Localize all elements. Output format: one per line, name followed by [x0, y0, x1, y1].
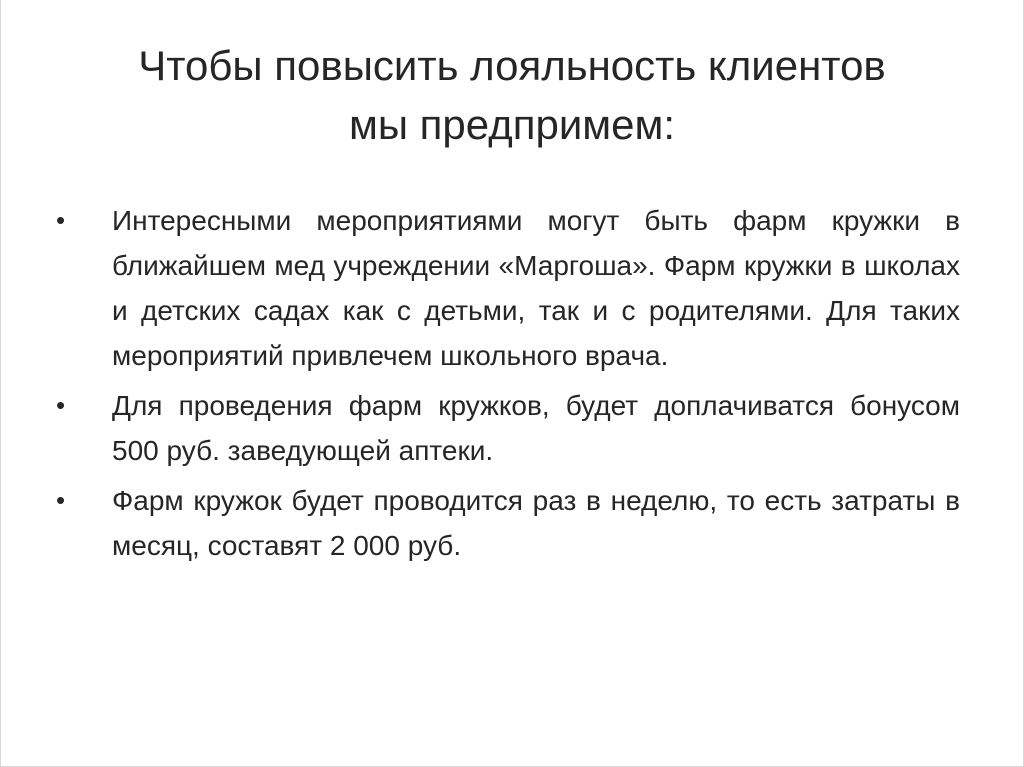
bullet-text: Интересными мероприятиями могут быть фарм кружки в ближайшем мед учреждении «Маргоша». Фарм кружки в школах и детских садах как с детьми, так и с родителями. Для таких мероприятий привлечем школьного врача. — [112, 205, 960, 371]
bullet-item — [56, 198, 960, 378]
bullet-item — [56, 383, 960, 473]
bullet-marker: • — [56, 205, 66, 235]
slide-title — [60, 36, 964, 154]
title-line-2: мы предпримем: — [348, 101, 676, 148]
bullet-text: Фарм кружок будет проводится раз в неделю, то есть затраты в месяц, составят 2 000 руб. — [112, 485, 960, 561]
bullet-text: Для проведения фарм кружков, будет доплачиватся бонусом 500 руб. заведующей аптеки. — [112, 390, 960, 466]
bullet-marker: • — [56, 390, 66, 420]
title-line-1: Чтобы повысить лояльность клиентов — [138, 42, 886, 89]
bullet-item — [56, 478, 960, 568]
bullet-marker: • — [56, 485, 66, 515]
bullet-list — [56, 198, 960, 573]
